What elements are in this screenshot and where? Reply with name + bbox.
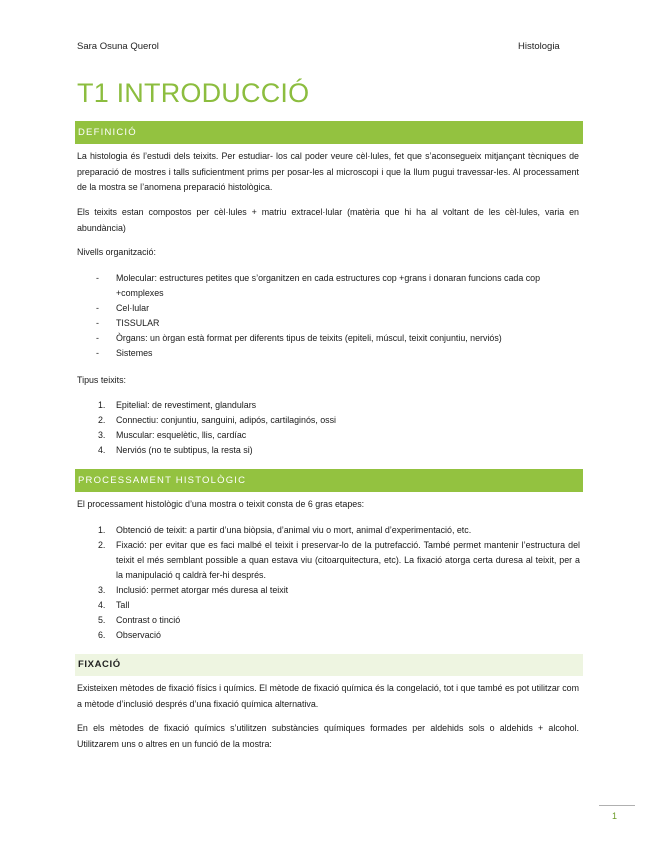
levels-list (0, 271, 580, 361)
list-item: 5. Contrast o tinció (98, 615, 181, 625)
list-item: - Molecular: estructures petites que s’organitzen en cada estructures cop +grans i donaran funcions cada cop +complexes (96, 273, 541, 298)
list-item: 4. Tall (98, 600, 130, 610)
list-item: - Òrgans: un òrgan està format per diferents tipus de teixits (epiteli, múscul, teixit conjuntiu, nerviós) (96, 333, 502, 343)
list-item: - TISSULAR (96, 318, 160, 328)
section-heading-definicio: DEFINICIÓ (75, 121, 583, 144)
list-item: 2. Fixació: per evitar que es faci malbé el teixit i preservar-lo de la putrefacció. També permet mantenir l’estructura del teixit el més semblant possible a quan estava viu (citoarquitectura, etc). La fixació atorga certa duresa al teixit, per a la manipulació q caldrà fer-hi després. (98, 540, 580, 580)
paragraph-levels-label: Nivells organització: (77, 247, 156, 257)
list-item: 4. Nerviós (no te subtipus, la resta si) (98, 445, 253, 455)
paragraph-fixation-methods: Existeixen mètodes de fixació físics i químics. El mètode de fixació química és la congelació, tot i que també es pot utilitzar com a mètode d’inclusió després d’una fixació química alternativa. (77, 683, 579, 709)
paragraph-composition: Els teixits estan compostos per cèl·lules + matriu extracel·lular (matèria que hi ha al voltant de les cèl·lules, varia en abundància) (77, 207, 579, 233)
document-title: T1 INTRODUCCIÓ (77, 78, 310, 108)
paragraph-chemical-fixation: En els mètodes de fixació químics s’utilitzen substàncies químiques formades per aldehids sols o aldehids + alcohol. Utilitzarem uns o altres en un funció de la mostra: (77, 723, 579, 749)
paragraph-process-intro: El processament histològic d’una mostra o teixit consta de 6 gras etapes: (77, 499, 365, 509)
list-item: 1. Epitelial: de revestiment, glandulars (98, 400, 257, 410)
footer-rule (599, 805, 635, 806)
list-item: 3. Muscular: esquelètic, llis, cardíac (98, 430, 247, 440)
list-item: 1. Obtenció de teixit: a partir d’una biòpsia, d’animal viu o mort, animal d’experimentació, etc. (98, 525, 472, 535)
tissue-types-list (0, 398, 580, 458)
section-heading-processament: PROCESSAMENT HISTOLÒGIC (75, 469, 583, 492)
process-steps-list (0, 523, 580, 643)
paragraph-definition: La histologia és l’estudi dels teixits. Per estudiar- los cal poder veure cèl·lules, fet que s’aconsegueix mitjançant tècniques de preparació de mostres i talls suficientment prims per posar-les al microscopi i que la llum pugui travessar-les. Al processament de la mostra se l’anomena preparació histològica. (77, 151, 579, 192)
list-item: 6. Observació (98, 630, 161, 640)
list-item: - Sistemes (96, 348, 153, 358)
header-subject: Histologia (518, 41, 560, 52)
list-item: 3. Inclusió: permet atorgar més duresa al teixit (98, 585, 289, 595)
list-item: - Cel·lular (96, 303, 150, 313)
list-item: 2. Connectiu: conjuntiu, sanguini, adipós, cartilaginós, ossi (98, 415, 337, 425)
page-number: 1 (612, 811, 618, 821)
paragraph-types-label: Tipus teixits: (77, 375, 126, 385)
header-author: Sara Osuna Querol (77, 41, 159, 52)
section-heading-fixacio: FIXACIÓ (75, 654, 583, 676)
